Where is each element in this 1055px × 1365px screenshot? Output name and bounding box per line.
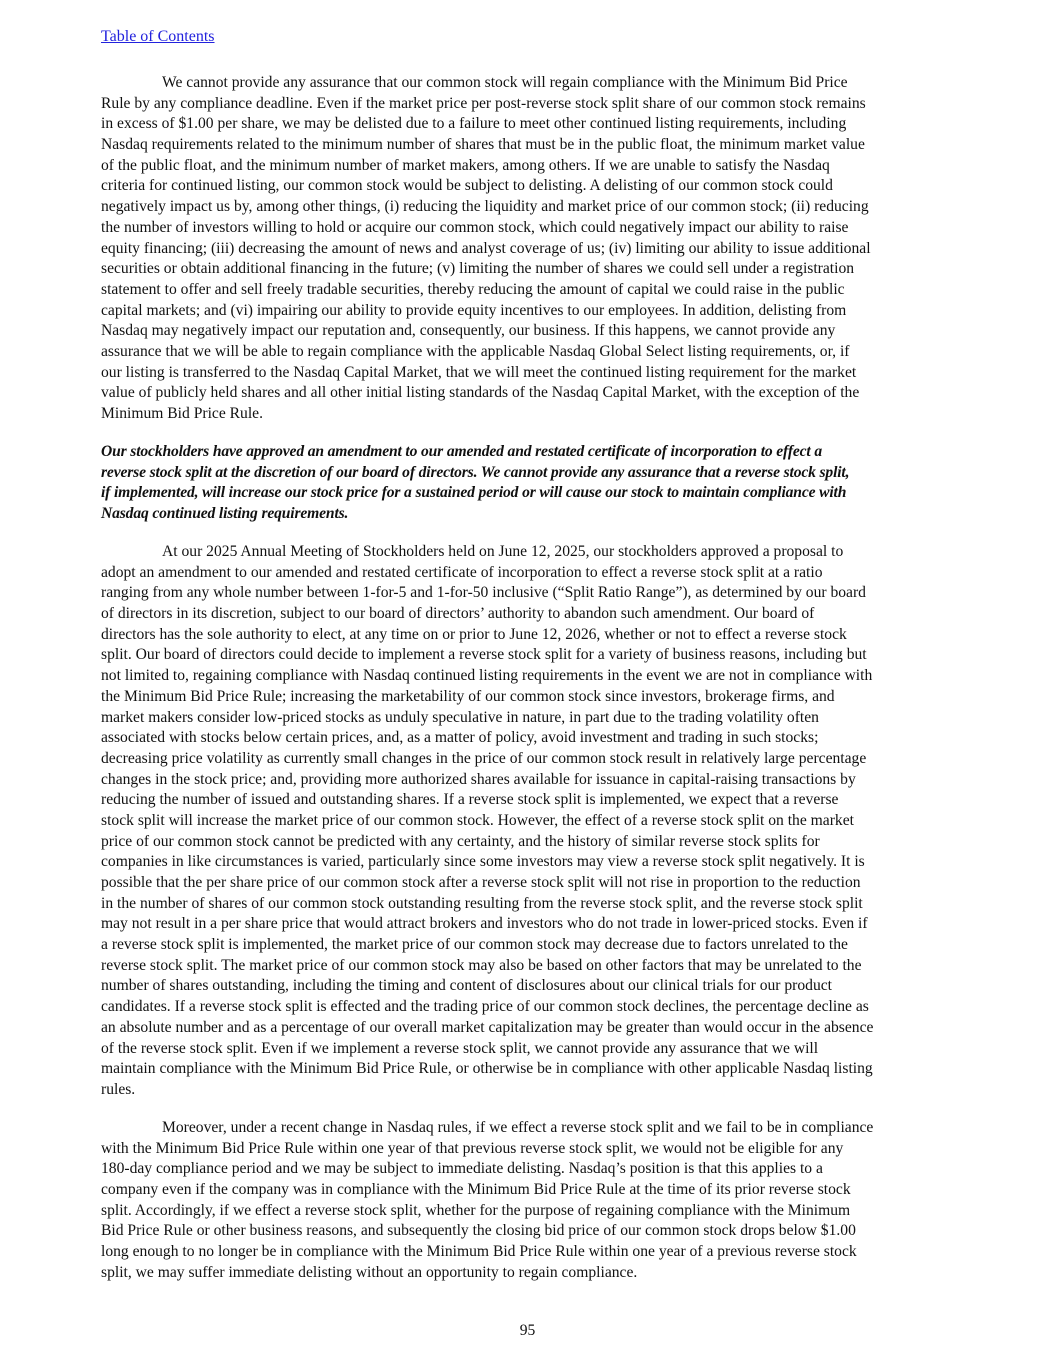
- text-line: split. Our board of directors could decide to implement a reverse stock split for a variety of business reasons, including but: [101, 646, 867, 664]
- text-line: adopt an amendment to our amended and restated certificate of incorporation to effect a reverse stock split at a ratio: [101, 563, 823, 581]
- risk-factor-heading-reverse-stock-split: [101, 442, 961, 525]
- text-line: securities or obtain additional financing in the future; (v) limiting the number of shares we could sell under a registration: [101, 260, 855, 278]
- text-line: maintain compliance with the Minimum Bid Price Rule, or otherwise be in compliance with other applicable Nasdaq listing: [101, 1060, 873, 1078]
- text-line: Moreover, under a recent change in Nasdaq rules, if we effect a reverse stock split and we fail to be in compliance: [162, 1119, 874, 1136]
- table-of-contents-link[interactable]: Table of Contents: [101, 28, 215, 45]
- text-line: split. Accordingly, if we effect a reverse stock split, whether for the purpose of regaining compliance with the Minimum: [101, 1201, 851, 1219]
- text-line: Nasdaq may negatively impact our reputation and, consequently, our business. If this happens, we cannot provide any: [101, 322, 836, 340]
- text-line: reverse stock split at the discretion of our board of directors. We cannot provide any assurance that a reverse stock split,: [101, 463, 850, 481]
- text-line: if implemented, will increase our stock price for a sustained period or will cause our stock to maintain compliance with: [101, 484, 847, 502]
- text-line: candidates. If a reverse stock split is effected and the trading price of our common stock declines, the percentage decline as: [101, 998, 869, 1016]
- text-line: rules.: [101, 1080, 136, 1098]
- text-line: changes in the stock price; and, providing more authorized shares available for issuance in capital-raising transactions by: [101, 770, 856, 788]
- text-line: long enough to no longer be in compliance with the Minimum Bid Price Rule within one year of a previous reverse stock: [101, 1243, 857, 1261]
- text-line: stock split will increase the market price of our common stock. However, the effect of a reverse stock split on the market: [101, 811, 854, 829]
- text-line: We cannot provide any assurance that our common stock will regain compliance with the Minimum Bid Price: [162, 74, 848, 91]
- text-line: an absolute number and as a percentage of our overall market capitalization may be greater than would occur in the absence: [101, 1018, 874, 1036]
- text-line: criteria for continued listing, our common stock would be subject to delisting. A delisting of our common stock could: [101, 177, 833, 195]
- text-line: capital markets; and (vi) impairing our ability to provide equity incentives to our employees. In addition, delisting from: [101, 301, 847, 319]
- text-line: may not result in a per share price that would attract brokers and investors who do not trade in lower-priced stocks. Even if: [101, 915, 868, 933]
- text-line: a reverse stock split is implemented, the market price of our common stock may decrease due to factors unrelated to the: [101, 936, 848, 954]
- paragraph-minimum-bid-price-compliance: [101, 73, 961, 425]
- text-line: of the public float, and the minimum number of market makers, among others. If we are unable to satisfy the Nasdaq: [101, 156, 830, 174]
- text-line: possible that the per share price of our common stock after a reverse stock split will not rise in proportion to the reduction: [101, 874, 861, 891]
- paragraph-annual-meeting-reverse-split: [101, 542, 961, 1101]
- text-line: price of our common stock cannot be predicted with any certainty, and the history of similar reverse stock splits for: [101, 832, 820, 850]
- text-line: company even if the company was in compliance with the Minimum Bid Price Rule at the time of its prior reverse stock: [101, 1181, 851, 1199]
- text-line: assurance that we will be able to regain compliance with the applicable Nasdaq Global Select listing requirements, or, if: [101, 342, 850, 360]
- text-line: in the number of shares of our common stock outstanding resulting from the reverse stock split, and the reverse stock split: [101, 894, 863, 912]
- text-line: not limited to, regaining compliance with Nasdaq continued listing requirements in the event we are not in compliance with: [101, 667, 873, 685]
- text-line: market makers consider low-priced stocks as unduly speculative in nature, in part due to the trading volatility often: [101, 708, 819, 726]
- text-line: Minimum Bid Price Rule.: [101, 405, 263, 422]
- text-line: 180-day compliance period and we may be subject to immediate delisting. Nasdaq’s position is that this applies to a: [101, 1160, 823, 1178]
- text-line: associated with stocks below certain prices, and, as a matter of policy, avoid investment and trading in such stocks;: [101, 729, 819, 747]
- text-line: directors has the sole authority to elect, at any time on or prior to June 12, 2026, whether or not to effect a reverse stock: [101, 625, 847, 643]
- text-line: of the reverse stock split. Even if we implement a reverse stock split, we cannot provide any assurance that we will: [101, 1039, 819, 1057]
- text-line: Our stockholders have approved an amendment to our amended and restated certificate of incorporation to effect a: [101, 443, 822, 460]
- text-line: the number of investors willing to hold or acquire our common stock, which could negatively impact our ability to raise: [101, 218, 849, 236]
- text-line: value of publicly held shares and all other initial listing standards of the Nasdaq Capital Market, with the exception of the: [101, 384, 860, 402]
- text-line: decreasing price volatility as currently small changes in the price of our common stock result in relatively large percentage: [101, 749, 867, 767]
- text-line: reducing the number of issued and outstanding shares. If a reverse stock split is implemented, we expect that a reverse: [101, 791, 839, 809]
- text-line: reverse stock split. The market price of our common stock may also be based on other factors that may be unrelated to the: [101, 956, 862, 974]
- text-line: companies in like circumstances is varied, particularly since some investors may view a reverse stock split negatively. It is: [101, 853, 865, 871]
- text-line: of directors in its discretion, subject to our board of directors’ authority to abandon such amendment. Our board of: [101, 605, 815, 623]
- text-line: the Minimum Bid Price Rule; increasing the marketability of our common stock since investors, brokerage firms, and: [101, 687, 835, 705]
- text-line: negatively impact us by, among other things, (i) reducing the liquidity and market price of our common stock; (ii) reducing: [101, 198, 869, 216]
- page-number: 95: [519, 1322, 536, 1339]
- text-line: our listing is transferred to the Nasdaq Capital Market, that we will meet the continued listing requirement for the market: [101, 363, 857, 381]
- text-line: number of shares outstanding, including the timing and content of disclosures about our clinical trials for our product: [101, 977, 833, 995]
- text-line: equity financing; (iii) decreasing the amount of news and analyst coverage of us; (iv) limiting our ability to issue additional: [101, 239, 871, 257]
- text-line: Rule by any compliance deadline. Even if the market price per post-reverse stock split share of our common stock remains: [101, 94, 866, 112]
- text-line: ranging from any whole number between 1-for-5 and 1-for-50 inclusive (“Split Ratio Range”), as determined by our board: [101, 584, 866, 602]
- text-line: Bid Price Rule or other business reasons, and subsequently the closing bid price of our common stock drops below $1.00: [101, 1222, 856, 1240]
- paragraph-nasdaq-rule-change: [101, 1118, 961, 1284]
- text-line: with the Minimum Bid Price Rule within one year of that previous reverse stock split, we would not be eligible for any: [101, 1139, 844, 1157]
- text-line: Nasdaq continued listing requirements.: [101, 505, 349, 523]
- text-line: At our 2025 Annual Meeting of Stockholders held on June 12, 2025, our stockholders approved a proposal to: [162, 543, 844, 560]
- text-line: Nasdaq requirements related to the minimum number of shares that must be in the public float, the minimum market value: [101, 136, 865, 154]
- text-line: in excess of $1.00 per share, we may be delisted due to a failure to meet other continued listing requirements, including: [101, 115, 847, 133]
- text-line: statement to offer and sell freely tradable securities, thereby reducing the amount of capital we could raise in the public: [101, 280, 845, 298]
- text-line: split, we may suffer immediate delisting without an opportunity to regain compliance.: [101, 1263, 638, 1281]
